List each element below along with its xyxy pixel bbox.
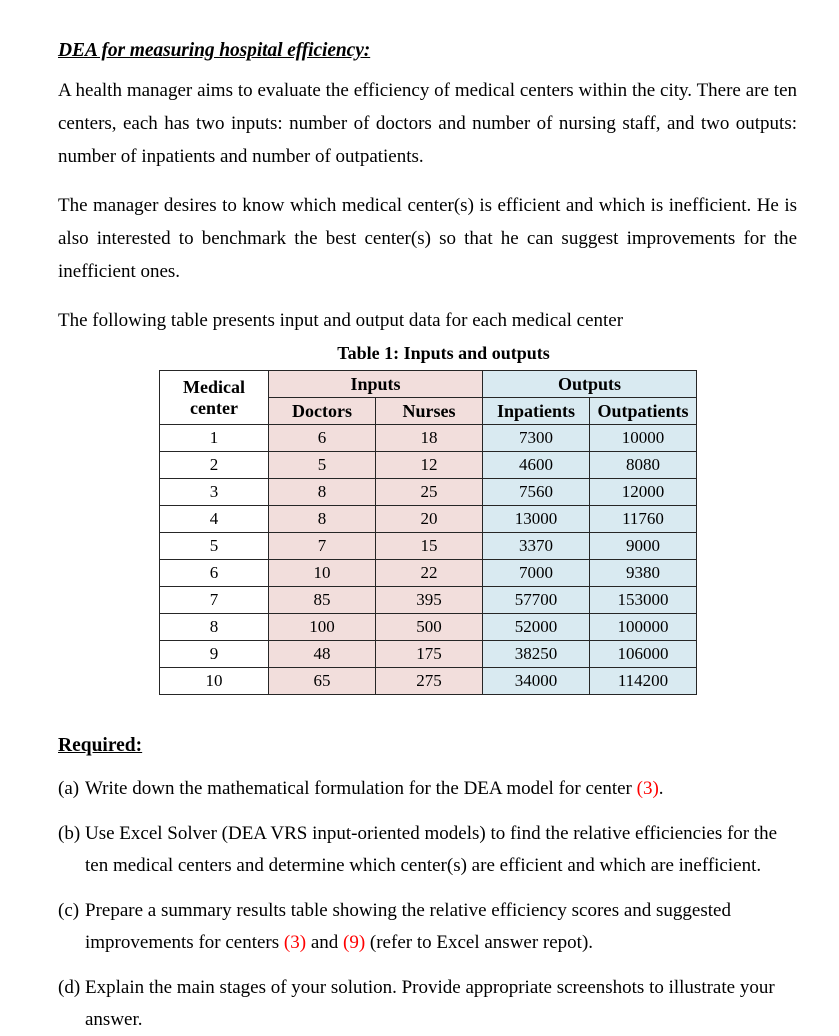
cell-inpatients: 7300	[483, 425, 590, 452]
cell-doctors: 8	[269, 479, 376, 506]
list-item-text-segment: and	[306, 931, 343, 953]
cell-center: 10	[160, 668, 269, 695]
cell-doctors: 6	[269, 425, 376, 452]
cell-nurses: 175	[376, 641, 483, 668]
cell-nurses: 12	[376, 452, 483, 479]
list-item-marker: (a)	[58, 777, 80, 799]
table-container	[58, 370, 797, 695]
column-header-outpatients: Outpatients	[590, 398, 697, 425]
table-row	[160, 587, 697, 614]
table-row	[160, 614, 697, 641]
cell-outpatients: 114200	[590, 668, 697, 695]
page-title: DEA for measuring hospital efficiency:	[58, 40, 371, 61]
list-item	[58, 773, 797, 805]
cell-outpatients: 100000	[590, 614, 697, 641]
cell-inpatients: 7000	[483, 560, 590, 587]
list-item-marker: (d)	[58, 976, 81, 998]
cell-outpatients: 9000	[590, 533, 697, 560]
spacer-after-table	[58, 695, 797, 735]
cell-inpatients: 3370	[483, 533, 590, 560]
required-heading: Required:	[58, 735, 143, 757]
table-caption: Table 1: Inputs and outputs	[337, 343, 550, 364]
cell-inpatients: 13000	[483, 506, 590, 533]
list-item-text-segment: Write down the mathematical formulation for the DEA model for center	[85, 777, 637, 799]
cell-inpatients: 34000	[483, 668, 590, 695]
medical-center-label-line1: Medical	[183, 376, 245, 397]
cell-center: 6	[160, 560, 269, 587]
inputs-outputs-table	[159, 370, 697, 695]
column-group-header-inputs: Inputs	[269, 371, 483, 398]
cell-nurses: 22	[376, 560, 483, 587]
document-content	[58, 40, 797, 1036]
cell-center: 5	[160, 533, 269, 560]
table-row	[160, 479, 697, 506]
cell-inpatients: 57700	[483, 587, 590, 614]
cell-outpatients: 9380	[590, 560, 697, 587]
list-item-text-segment: Explain the main stages of your solution. Provide appropriate screenshots to illustrate your answer.	[85, 976, 775, 1030]
cell-inpatients: 4600	[483, 452, 590, 479]
cell-nurses: 20	[376, 506, 483, 533]
cell-nurses: 500	[376, 614, 483, 641]
cell-inpatients: 7560	[483, 479, 590, 506]
highlighted-center-number: (3)	[283, 931, 307, 953]
column-header-inpatients: Inpatients	[483, 398, 590, 425]
list-item-marker: (c)	[58, 899, 80, 921]
list-item-text	[85, 977, 775, 1030]
cell-doctors: 65	[269, 668, 376, 695]
list-item-text-segment: Prepare a summary results table showing the relative efficiency scores and suggested improvements for centers	[85, 899, 731, 953]
medical-center-label-line2: center	[190, 397, 238, 418]
cell-outpatients: 106000	[590, 641, 697, 668]
intro-paragraph-3: The following table presents input and output data for each medical center	[58, 310, 624, 332]
cell-center: 4	[160, 506, 269, 533]
cell-doctors: 8	[269, 506, 376, 533]
required-section	[58, 735, 797, 1035]
cell-outpatients: 153000	[590, 587, 697, 614]
table-row	[160, 641, 697, 668]
cell-doctors: 7	[269, 533, 376, 560]
column-header-medical-center	[160, 371, 269, 425]
table-header-group-row	[160, 371, 697, 398]
column-header-doctors: Doctors	[269, 398, 376, 425]
list-item-text	[85, 823, 777, 876]
list-item	[58, 818, 797, 882]
highlighted-center-number: (3)	[636, 777, 659, 799]
list-item-text-segment: .	[658, 777, 664, 799]
cell-doctors: 85	[269, 587, 376, 614]
column-header-nurses: Nurses	[376, 398, 483, 425]
highlighted-center-number: (9)	[343, 931, 366, 953]
cell-outpatients: 8080	[590, 452, 697, 479]
cell-doctors: 10	[269, 560, 376, 587]
cell-center: 1	[160, 425, 269, 452]
cell-nurses: 395	[376, 587, 483, 614]
cell-doctors: 100	[269, 614, 376, 641]
cell-doctors: 5	[269, 452, 376, 479]
cell-center: 8	[160, 614, 269, 641]
table-header	[160, 371, 697, 425]
table-row	[160, 668, 697, 695]
intro-paragraph-1: A health manager aims to evaluate the efficiency of medical centers within the city. There are ten centers, each has two inputs: number of doctors and number of nursing staff, and two outputs: number of inpatients and number of outpatients.	[58, 80, 797, 168]
table-row	[160, 560, 697, 587]
cell-outpatients: 12000	[590, 479, 697, 506]
cell-nurses: 18	[376, 425, 483, 452]
column-group-header-outputs: Outputs	[483, 371, 697, 398]
cell-doctors: 48	[269, 641, 376, 668]
table-row	[160, 533, 697, 560]
list-item-text-segment: (refer to Excel answer repot).	[365, 931, 594, 953]
list-item-text-segment: Use Excel Solver (DEA VRS input-oriented models) to find the relative efficiencies for the ten medical centers and determine which center(s) are efficient and which are inefficient.	[85, 822, 778, 876]
table-row	[160, 425, 697, 452]
cell-outpatients: 10000	[590, 425, 697, 452]
list-item-text	[85, 778, 664, 799]
cell-center: 3	[160, 479, 269, 506]
cell-nurses: 15	[376, 533, 483, 560]
cell-outpatients: 11760	[590, 506, 697, 533]
cell-nurses: 25	[376, 479, 483, 506]
list-item	[58, 972, 797, 1036]
table-row	[160, 506, 697, 533]
list-item-text	[85, 900, 731, 953]
cell-center: 7	[160, 587, 269, 614]
cell-inpatients: 38250	[483, 641, 590, 668]
cell-nurses: 275	[376, 668, 483, 695]
required-list	[58, 773, 797, 1036]
cell-center: 9	[160, 641, 269, 668]
list-item-marker: (b)	[58, 822, 81, 844]
intro-paragraph-2: The manager desires to know which medical center(s) is efficient and which is inefficient. He is also interested to benchmark the best center(s) so that he can suggest improvements for the inefficient ones.	[58, 195, 797, 283]
table-body	[160, 425, 697, 695]
table-row	[160, 452, 697, 479]
list-item	[58, 895, 797, 959]
cell-center: 2	[160, 452, 269, 479]
cell-inpatients: 52000	[483, 614, 590, 641]
